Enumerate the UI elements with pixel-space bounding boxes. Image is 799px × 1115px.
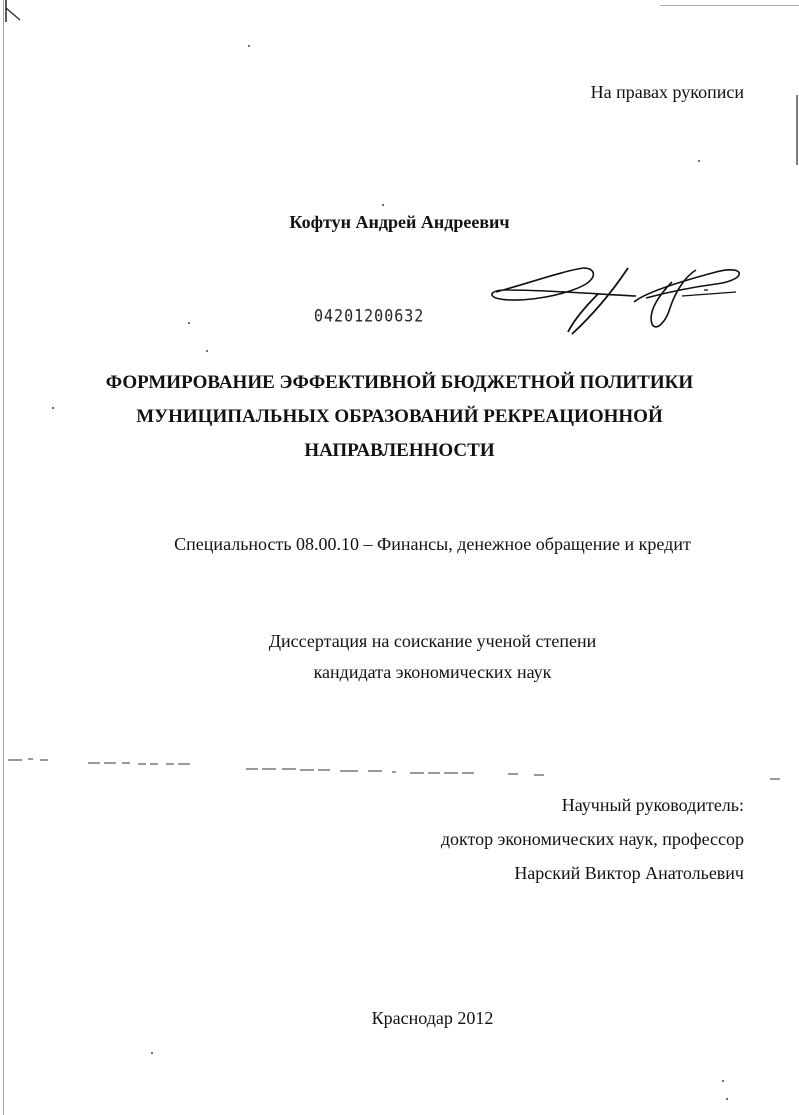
catalog-code: 04201200632 [314,305,425,327]
supervisor-label: Научный руководитель: [561,795,744,815]
degree-line-2: кандидата экономических наук [313,662,552,682]
title-line-2: МУНИЦИПАЛЬНЫХ ОБРАЗОВАНИЙ РЕКРЕАЦИОННОЙ [136,406,663,427]
title-line-1: ФОРМИРОВАНИЕ ЭФФЕКТИВНОЙ БЮДЖЕТНОЙ ПОЛИТИКИ [105,372,694,393]
scan-speck [188,322,190,324]
author-signature [486,262,746,336]
scan-speck [722,1080,724,1082]
scan-edge-top [660,5,799,6]
author-name: Кофтун Андрей Андреевич [289,212,510,232]
supervisor-block [441,788,744,890]
scan-dash-artifacts [0,755,799,785]
scan-speck [206,350,208,352]
title-line-3: НАПРАВЛЕННОСТИ [304,440,495,461]
scan-speck [52,407,54,409]
specialty-line: Специальность 08.00.10 – Финансы, денежное обращение и кредит [174,534,691,554]
scan-speck [726,1098,728,1100]
scan-speck [248,45,250,47]
scan-speck [382,204,384,206]
scan-edge-left [3,0,4,1115]
dissertation-title [0,366,799,468]
scan-edge-right [796,95,798,165]
supervisor-name: Нарский Виктор Анатольевич [514,863,744,883]
scan-speck [151,1052,153,1054]
supervisor-rank: доктор экономических наук, профессор [440,829,744,849]
degree-line-1: Диссертация на соискание ученой степени [268,631,597,651]
degree-block [0,626,799,688]
corner-fold-mark [4,0,22,22]
scan-speck [698,160,700,162]
rights-notice: На правах рукописи [590,82,744,102]
city-year: Краснодар 2012 [371,1008,494,1028]
